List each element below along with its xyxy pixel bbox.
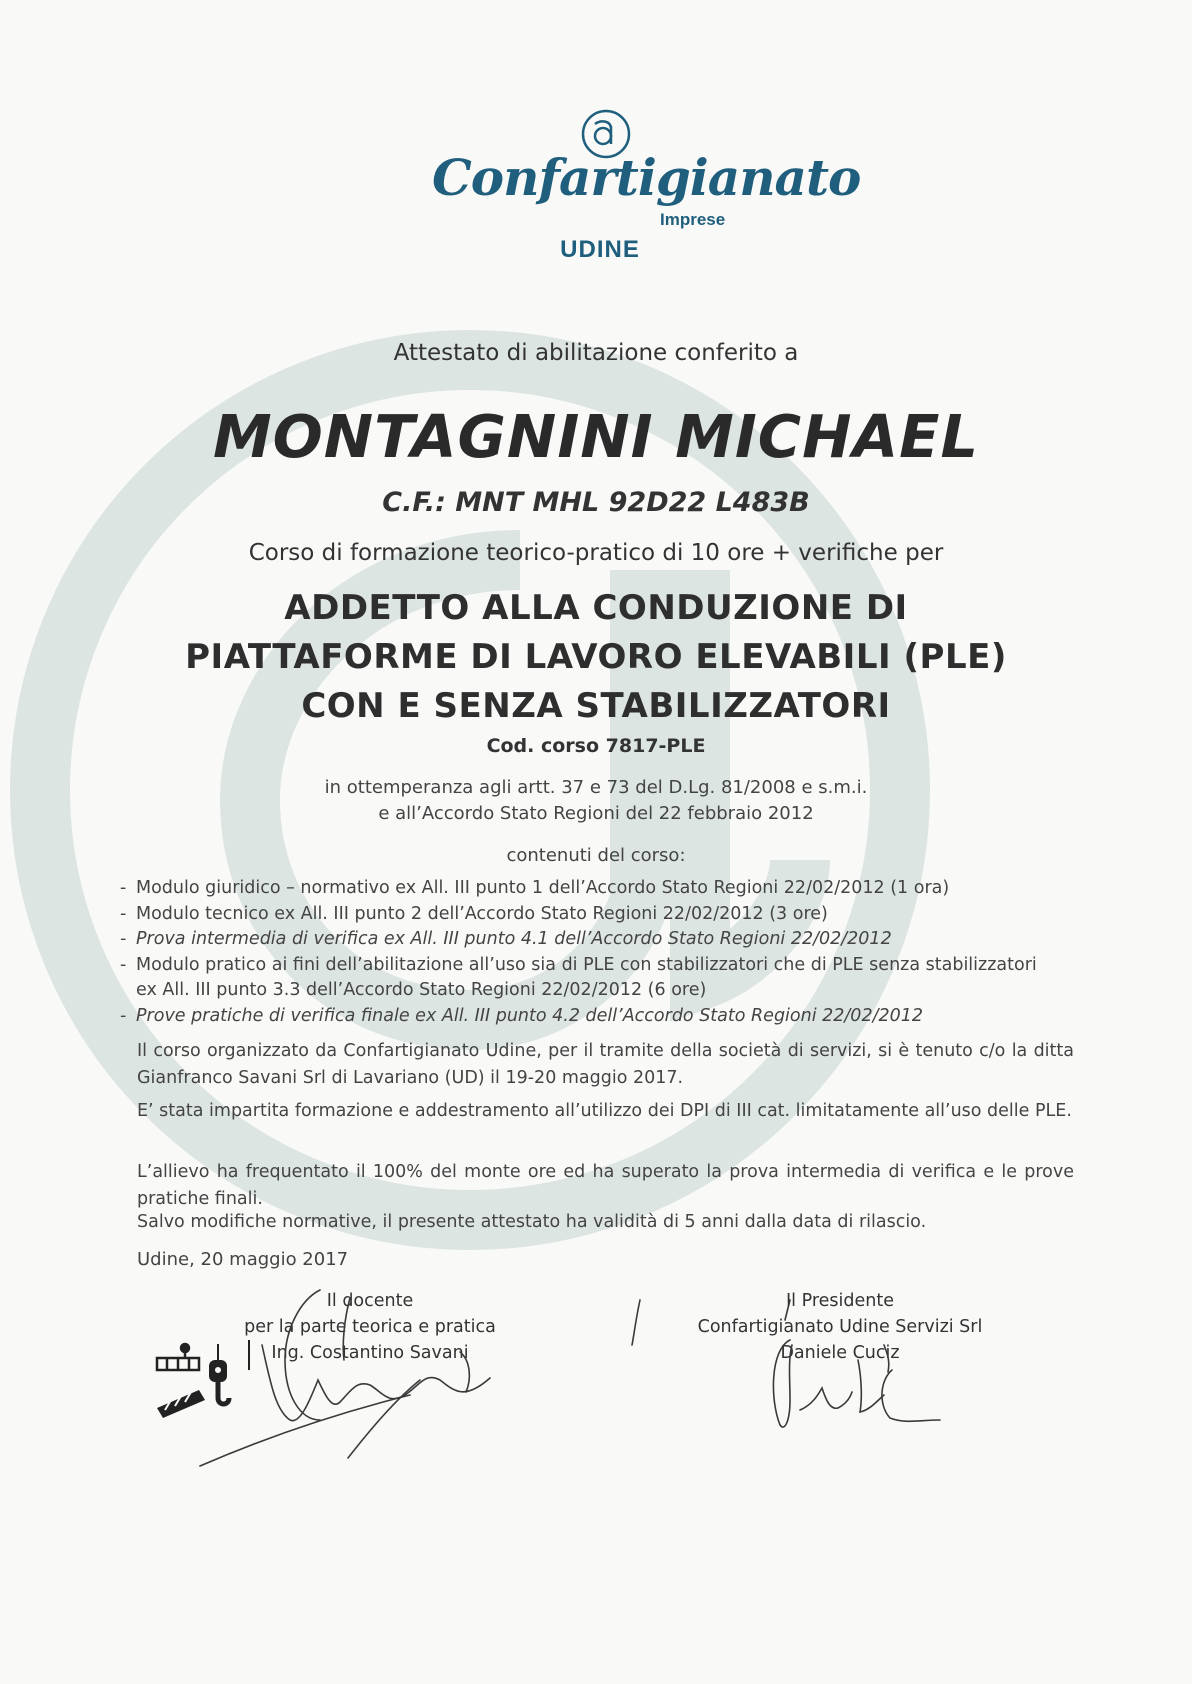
legal-reference-1: in ottemperanza agli artt. 37 e 73 del D.Lg. 81/2008 e s.m.i. [324, 777, 868, 798]
fiscal-code: C.F.: MNT MHL 92D22 L483B [382, 487, 810, 518]
paragraph-validity: Salvo modifiche normative, il presente attestato ha validità di 5 anni dalla data di rilascio. [137, 1212, 927, 1232]
list-item [120, 1004, 1080, 1030]
stamp-icons [155, 1340, 275, 1420]
conferito-text: Attestato di abilitazione conferito a [393, 340, 799, 366]
module-text: Modulo giuridico – normativo ex All. III punto 1 dell’Accordo Stato Regioni 22/02/2012 (1 ora) [136, 878, 950, 898]
list-item [120, 927, 1080, 953]
list-dash: - [120, 1005, 127, 1026]
module-text: Modulo pratico ai fini dell’abilitazione all’uso sia di PLE con stabilizzatori che di PLE senza stabilizzatori [136, 954, 1037, 975]
course-title-line-3: CON E SENZA STABILIZZATORI [301, 686, 891, 726]
signature-subrole: per la parte teorica e pratica [244, 1317, 496, 1337]
modules-list [120, 876, 1080, 1029]
list-item [120, 978, 1080, 1004]
list-dash: - [120, 878, 127, 898]
module-text: Modulo tecnico ex All. III punto 2 dell’Accordo Stato Regioni 22/02/2012 (3 ore) [136, 903, 828, 924]
signature-role: Il Presidente [786, 1291, 894, 1311]
logo-name: Confartigianato [432, 148, 861, 207]
list-dash: - [120, 903, 127, 924]
signature-role: Il docente [326, 1291, 414, 1311]
signature-organization: Confartigianato Udine Servizi Srl [697, 1317, 983, 1337]
paragraph-organization: Il corso organizzato da Confartigianato Udine, per il tramite della società di servizi, si è tenuto c/o la ditta Gianfranco Savani Srl di Lavariano (UD) il 19-20 maggio 2017. [137, 1041, 1074, 1088]
course-description: Corso di formazione teorico-pratico di 10 ore + verifiche per [248, 540, 944, 566]
signatory-name: Daniele Cuciz [780, 1343, 900, 1363]
crane-hook-icon [209, 1340, 249, 1404]
module-text: Prova intermedia di verifica ex All. III punto 4.1 dell’Accordo Stato Regioni 22/02/2012 [136, 929, 892, 949]
module-text: Prove pratiche di verifica finale ex All. III punto 4.2 dell’Accordo Stato Regioni 22/02/2012 [136, 1005, 924, 1026]
contents-heading: contenuti del corso: [506, 845, 686, 866]
signature-block-president [690, 1288, 990, 1366]
paragraph-dpi: E’ stata impartita formazione e addestramento all’utilizzo dei DPI di III cat. limitatamente all’uso delle PLE. [137, 1101, 1072, 1121]
signatory-name: Ing. Costantino Savani [271, 1343, 469, 1363]
course-code: Cod. corso 7817-PLE [486, 735, 706, 757]
list-item [120, 876, 1080, 902]
paragraph-attendance: L’allievo ha frequentato il 100% del monte ore ed ha superato la prova intermedia di verifica e le prove pratiche finali. [137, 1162, 1074, 1209]
course-title-line-1: ADDETTO ALLA CONDUZIONE DI [284, 588, 908, 628]
list-item [120, 953, 1080, 979]
crane-boom-icon [157, 1390, 205, 1418]
course-title-line-2: PIATTAFORME DI LAVORO ELEVABILI (PLE) [185, 637, 1007, 677]
list-item [120, 902, 1080, 928]
recipient-name: MONTAGNINI MICHAEL [212, 402, 980, 471]
list-dash: - [120, 954, 127, 975]
confartigianato-logo [420, 108, 861, 268]
logo-sub: Imprese [660, 210, 726, 229]
issue-date: Udine, 20 maggio 2017 [137, 1249, 349, 1270]
module-text: ex All. III punto 3.3 dell’Accordo Stato Regioni 22/02/2012 (6 ore) [136, 980, 707, 1000]
list-dash: - [120, 929, 127, 949]
aerial-platform-icon [157, 1344, 199, 1370]
legal-reference-2: e all’Accordo Stato Regioni del 22 febbraio 2012 [378, 803, 814, 824]
logo-city: UDINE [560, 236, 640, 263]
